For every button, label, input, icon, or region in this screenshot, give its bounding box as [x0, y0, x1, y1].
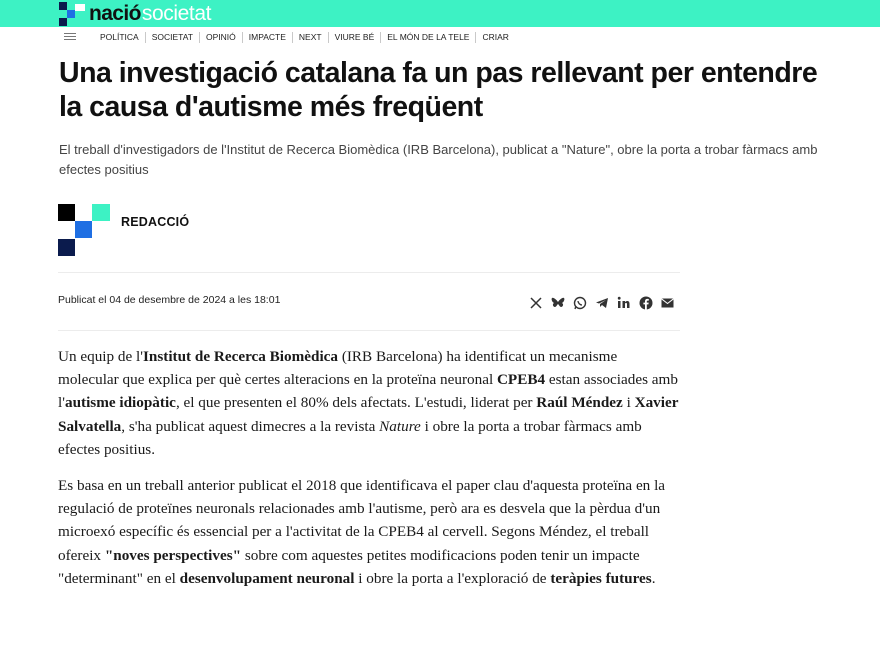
bold-text: Institut de Recerca Biomèdica — [143, 348, 339, 365]
divider — [58, 272, 680, 273]
text-run: , s'ha publicat aquest dimecres a la revista — [121, 417, 380, 435]
text-run: . — [651, 569, 656, 587]
bold-text: autisme idiopàtic — [64, 394, 176, 412]
nav-item-impacte[interactable]: IMPACTE — [242, 32, 292, 43]
text-run: Es basa en un treball anterior publicat el 2018 que identificava el paper clau d'aquesta proteïna en la regulació de proteïnes neuronals relacionades amb l'autisme, però ara es desvela que la pèrdua d'un microexó específic és essencial per a l'activitat de la CPEB4 al cervell. Segons Méndez, el treball ofereix — [58, 477, 666, 564]
text-run: , el que presenten el 80% dels afectats. L'estudi, liderat per — [175, 394, 537, 412]
divider — [58, 330, 680, 331]
x-icon[interactable] — [527, 294, 544, 311]
article-subtitle: El treball d'investigadors de l'Institut de Recerca Biomèdica (IRB Barcelona), publicat a "Nature", obre la porta a trobar fàrmacs amb efectes positius — [59, 142, 818, 177]
nav-item-next[interactable]: NEXT — [292, 32, 328, 43]
facebook-icon[interactable] — [637, 294, 654, 311]
nav-item-politica[interactable]: POLÍTICA — [100, 32, 139, 42]
text-run: i obre la porta a l'exploració de — [354, 569, 551, 587]
bold-text: teràpies futures — [550, 569, 652, 587]
article-paragraph — [58, 345, 680, 461]
nav-item-criar[interactable]: CRIAR — [475, 32, 514, 43]
author-name[interactable]: REDACCIÓ — [121, 215, 190, 229]
text-run: i — [622, 394, 635, 412]
bold-text: Xavier Salvatella — [58, 394, 679, 435]
italic-text: Nature — [379, 417, 421, 435]
bold-text: "noves perspectives" — [104, 546, 242, 564]
article-paragraph — [58, 474, 680, 590]
telegram-icon[interactable] — [593, 294, 610, 311]
nav-item-viure-be[interactable]: VIURE BÉ — [328, 32, 381, 43]
logo-text-societat: societat — [141, 2, 212, 25]
bold-text: Raúl Méndez — [536, 394, 623, 412]
publication-date: Publicat el 04 de desembre de 2024 a les 18:01 — [58, 294, 281, 306]
top-brand-bar — [0, 0, 880, 27]
whatsapp-icon[interactable] — [571, 294, 588, 311]
nav-links — [100, 27, 515, 48]
text-run: sobre com aquestes petites modificacions poden tenir un impacte "determinant" en el — [58, 546, 640, 587]
author-avatar[interactable] — [58, 204, 110, 256]
article-headline: Una investigació catalana fa un pas rellevant per entendre la causa d'autisme més freqüent — [59, 57, 818, 123]
logo-mark-icon — [59, 2, 87, 26]
logo-text-nacio: nació — [89, 2, 141, 25]
email-icon[interactable] — [659, 294, 676, 311]
nav-item-el-mon-de-la-tele[interactable]: EL MÓN DE LA TELE — [380, 32, 475, 43]
text-run: i obre la porta a trobar fàrmacs amb efectes positius. — [58, 417, 642, 458]
share-bar — [527, 294, 676, 311]
bluesky-icon[interactable] — [549, 294, 566, 311]
nav-item-opinio[interactable]: OPINIÓ — [199, 32, 242, 43]
linkedin-icon[interactable] — [615, 294, 632, 311]
text-run: Un equip de l' — [58, 348, 143, 365]
bold-text: desenvolupament neuronal — [179, 569, 355, 587]
nav-item-societat[interactable]: SOCIETAT — [145, 32, 199, 43]
bold-text: CPEB4 — [496, 371, 546, 389]
hamburger-icon[interactable] — [64, 32, 76, 42]
text-run: estan associades amb l' — [58, 371, 678, 412]
site-logo[interactable] — [59, 2, 211, 26]
section-nav — [0, 27, 880, 48]
text-run: (IRB Barcelona) ha identificat un mecanisme molecular que explica per què certes alteracions en la proteïna neuronal — [58, 348, 618, 389]
